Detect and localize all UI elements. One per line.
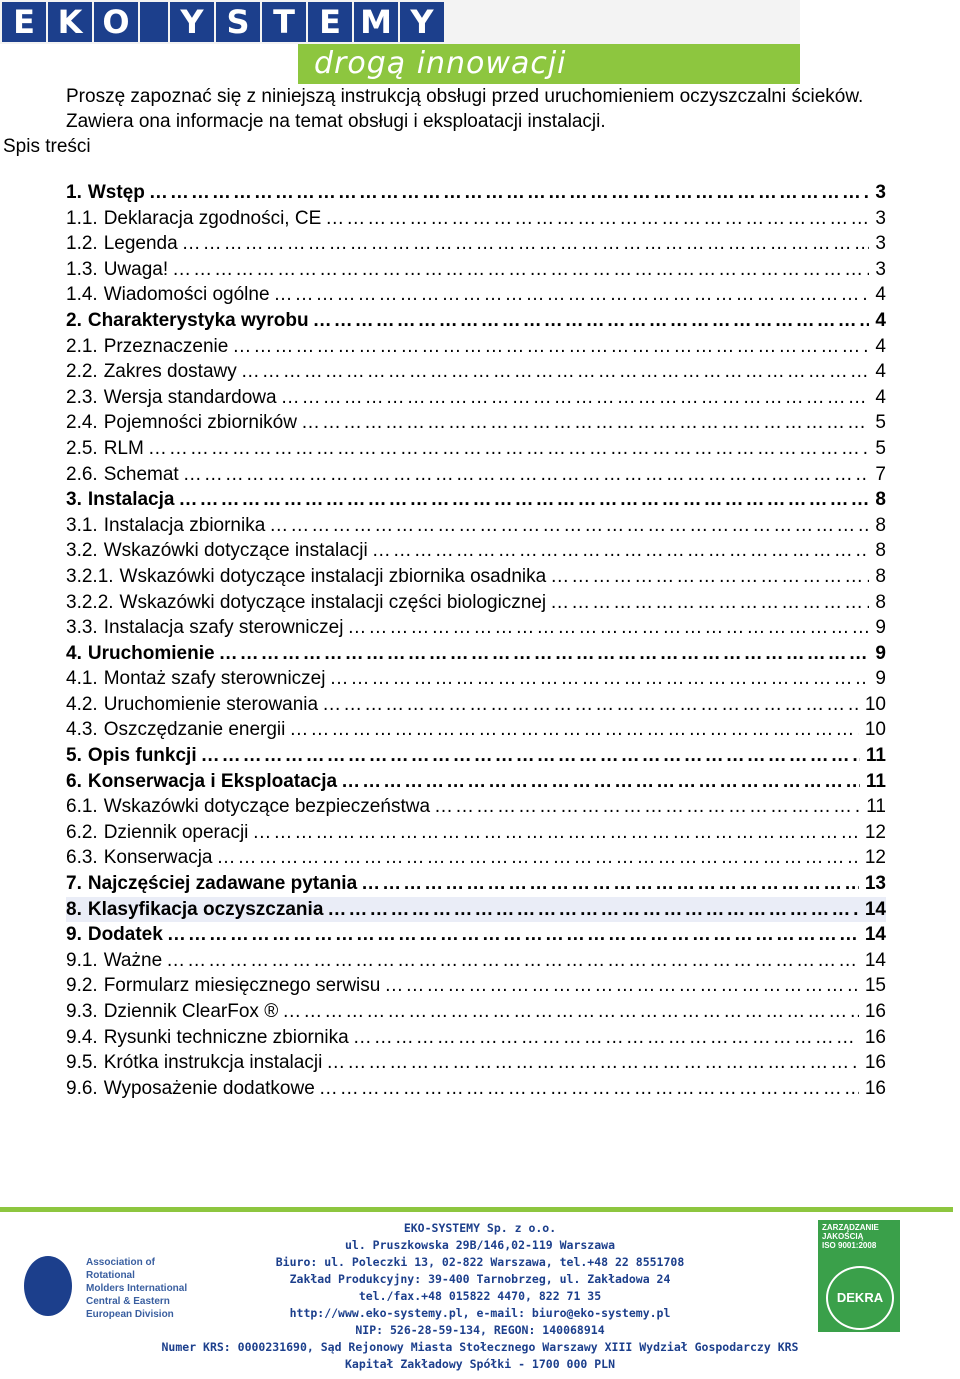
toc-number: 3.2. xyxy=(66,540,98,562)
footer-divider xyxy=(0,1207,953,1212)
cert-text-line: ZARZĄDZANIE xyxy=(822,1223,879,1232)
toc-entry[interactable] xyxy=(66,410,886,436)
toc-number: 2.1. xyxy=(66,335,98,357)
toc-title-text: Opis funkcji xyxy=(87,745,197,767)
toc-title-text: Przeznaczenie xyxy=(103,335,229,357)
toc-page-number: 11 xyxy=(866,796,886,818)
dekra-label: DEKRA xyxy=(836,1290,884,1305)
toc-entry[interactable] xyxy=(66,1076,886,1102)
toc-title-text: Uwaga! xyxy=(103,258,169,280)
toc-entry[interactable] xyxy=(66,717,886,743)
toc-page-number: 10 xyxy=(864,693,886,715)
footer-line: Zakład Produkcyjny: 39-400 Tarnobrzeg, ul. Zakładowa 24 xyxy=(289,1272,671,1286)
cert-text xyxy=(818,1220,900,1250)
toc-title-text: RLM xyxy=(103,437,144,459)
toc-leader-dots xyxy=(430,794,860,820)
toc-title-text: Konserwacja i Eksploatacja xyxy=(87,770,338,792)
toc-title-text: Wskazówki dotyczące instalacji zbiornika osadnika xyxy=(119,565,547,587)
toc-title-text: Schemat xyxy=(103,463,179,485)
toc-entry[interactable] xyxy=(66,231,886,257)
footer-line: EKO-SYSTEMY Sp. z o.o. xyxy=(403,1221,557,1235)
toc-title-text: Krótka instrukcja instalacji xyxy=(103,1052,323,1074)
toc-leader-dots xyxy=(309,308,870,334)
footer-line: http://www.eko-systemy.pl, e-mail: biuro@eko-systemy.pl xyxy=(289,1306,671,1320)
toc-page-number: 16 xyxy=(864,1077,886,1099)
toc-entry[interactable] xyxy=(66,871,886,897)
toc-title-text: Uruchomienie xyxy=(87,642,215,664)
toc-page-number: 4 xyxy=(875,386,886,408)
toc-number: 1.3. xyxy=(66,258,98,280)
footer xyxy=(0,1220,960,1373)
logo-letter: Y xyxy=(170,2,214,42)
footer-line: Biuro: ul. Poleczki 13, 02-822 Warszawa, tel.+48 22 8551708 xyxy=(275,1255,685,1269)
logo-letter: K xyxy=(48,2,92,42)
toc-entry[interactable] xyxy=(66,743,886,769)
toc-page-number: 8 xyxy=(875,514,886,536)
cert-text-line: JAKOŚCIĄ xyxy=(822,1232,864,1241)
toc-title-text: Dziennik ClearFox ® xyxy=(103,1001,279,1022)
toc-page-number: 9 xyxy=(875,642,886,664)
toc-page-number: 3 xyxy=(875,258,886,280)
toc-number: 2.3. xyxy=(66,386,98,408)
logo-letter: Y xyxy=(400,2,444,42)
toc-leader-dots xyxy=(178,231,870,257)
toc-leader-dots xyxy=(322,1050,859,1076)
toc-page-number: 4 xyxy=(875,309,886,331)
toc-number: 2.2. xyxy=(66,361,98,383)
footer-line: Kapitał Zakładowy Spółki - 1700 000 PLN xyxy=(344,1357,616,1371)
toc-number: 4.3. xyxy=(66,719,98,741)
toc-number: 9.6. xyxy=(66,1077,98,1099)
footer-line: ul. Pruszkowska 29B/146,02-119 Warszawa xyxy=(344,1238,616,1252)
toc-leader-dots xyxy=(325,666,869,692)
iso-certificate-badge xyxy=(818,1220,900,1332)
toc-leader-dots xyxy=(546,564,869,590)
toc-title-text: Najczęściej zadawane pytania xyxy=(87,873,358,895)
toc-title-text: Oszczędzanie energii xyxy=(103,719,286,741)
toc-page-number: 16 xyxy=(864,1052,886,1074)
toc-entry[interactable] xyxy=(66,334,886,360)
toc-number: 4. xyxy=(66,642,82,664)
toc-title-text: Wiadomości ogólne xyxy=(103,284,270,306)
toc-entry[interactable] xyxy=(66,257,886,283)
toc-entry[interactable] xyxy=(66,1025,886,1051)
toc-number: 3.3. xyxy=(66,617,98,639)
toc-page-number: 5 xyxy=(875,412,886,434)
toc-page-number: 14 xyxy=(864,949,886,971)
toc-page-number: 11 xyxy=(865,770,886,792)
toc-entry[interactable] xyxy=(66,487,886,513)
tagline: drogą innowacji xyxy=(298,44,800,84)
toc-page-number: 13 xyxy=(864,873,886,895)
logo-letters xyxy=(2,2,444,42)
toc-entry[interactable] xyxy=(66,897,886,923)
toc-title-text: Dodatek xyxy=(87,924,163,946)
toc-leader-dots xyxy=(315,1076,859,1102)
dekra-seal xyxy=(826,1266,894,1330)
toc-number: 1.2. xyxy=(66,233,98,255)
toc-entry[interactable] xyxy=(66,1050,886,1076)
toc-leader-dots xyxy=(197,743,860,769)
toc-entry[interactable] xyxy=(66,538,886,564)
toc-title-text: Wskazówki dotyczące instalacji xyxy=(103,540,368,562)
toc-entry[interactable] xyxy=(66,999,886,1025)
toc-number: 2.4. xyxy=(66,412,98,434)
toc-number: 3.2.2. xyxy=(66,591,114,613)
toc-leader-dots xyxy=(285,717,859,743)
toc-number: 2.6. xyxy=(66,463,98,485)
footer-line: Numer KRS: 0000231690, Sąd Rejonowy Miasta Stołecznego Warszawy XIII Wydział Gospodarczy KRS xyxy=(161,1340,799,1354)
toc-number: 1.4. xyxy=(66,284,98,306)
toc-number: 6.1. xyxy=(66,796,98,818)
toc-page-number: 16 xyxy=(864,1026,886,1048)
toc-number: 1. xyxy=(66,182,82,203)
toc-number: 3.2.1. xyxy=(66,565,114,587)
toc-leader-dots xyxy=(145,180,870,206)
intro-line-1: Proszę zapoznać się z niniejszą instrukcją obsługi przed uruchomieniem oczyszczalni ścieków. xyxy=(66,86,864,107)
toc-number: 3.1. xyxy=(66,514,98,536)
toc-entry[interactable] xyxy=(66,590,886,616)
toc-leader-dots xyxy=(228,334,869,360)
toc-leader-dots xyxy=(380,973,859,999)
toc-page-number: 8 xyxy=(875,565,886,587)
toc-leader-dots xyxy=(297,410,869,436)
arm-text-line: Central & Eastern xyxy=(86,1296,170,1307)
toc-leader-dots xyxy=(357,871,859,897)
toc-title-text: Instalacja szafy sterowniczej xyxy=(103,617,344,639)
logo-letter: T xyxy=(262,2,306,42)
toc-page-number: 9 xyxy=(875,617,886,639)
toc-leader-dots xyxy=(237,359,870,385)
toc-number: 3. xyxy=(66,489,82,511)
toc-page-number: 14 xyxy=(864,898,886,920)
toc-title-text: Konserwacja xyxy=(103,847,213,869)
toc-leader-dots xyxy=(277,385,870,411)
toc-title-text: Charakterystyka wyrobu xyxy=(87,309,309,331)
toc-entry[interactable] xyxy=(66,359,886,385)
toc-page-number: 12 xyxy=(864,821,886,843)
toc-page-number: 4 xyxy=(875,284,886,306)
toc-title-text: Pojemności zbiorników xyxy=(103,412,297,434)
toc-leader-dots xyxy=(265,513,869,539)
toc-entry[interactable] xyxy=(66,436,886,462)
logo xyxy=(0,0,800,44)
toc-leader-dots xyxy=(144,436,870,462)
table-of-contents xyxy=(66,180,886,1101)
toc-title-text: Deklaracja zgodności, CE xyxy=(103,207,322,229)
toc-title-text: Formularz miesięcznego serwisu xyxy=(103,975,381,997)
toc-entry[interactable] xyxy=(66,692,886,718)
toc-number: 4.1. xyxy=(66,668,98,690)
arm-text-line: Association of Rotational xyxy=(86,1257,155,1281)
toc-leader-dots xyxy=(248,820,858,846)
toc-number: 2. xyxy=(66,309,82,331)
toc-page-number: 3 xyxy=(875,233,886,255)
toc-leader-dots xyxy=(270,282,870,308)
toc-leader-dots xyxy=(318,692,859,718)
footer-line: NIP: 526-28-59-134, REGON: 140068914 xyxy=(355,1323,605,1337)
toc-page-number: 8 xyxy=(875,540,886,562)
toc-entry[interactable] xyxy=(66,922,886,948)
toc-title-text: Dziennik operacji xyxy=(103,821,249,843)
toc-leader-dots xyxy=(349,1025,859,1051)
arm-text-line: Molders International xyxy=(86,1283,188,1294)
toc-entry[interactable] xyxy=(66,641,886,667)
toc-leader-dots xyxy=(168,257,869,283)
toc-leader-dots xyxy=(343,615,869,641)
toc-entry[interactable] xyxy=(66,564,886,590)
toc-title-text: Legenda xyxy=(103,233,178,255)
toc-leader-dots xyxy=(162,948,859,974)
toc-number: 5. xyxy=(66,745,82,767)
toc-leader-dots xyxy=(337,769,860,795)
toc-title-text: Wskazówki dotyczące instalacji części biologicznej xyxy=(119,591,547,613)
toc-title-text: Wstęp xyxy=(87,182,145,203)
toc-number: 7. xyxy=(66,873,82,895)
footer-line: tel./fax.+48 015822 4470, 822 71 35 xyxy=(358,1289,602,1303)
toc-title-text: Zakres dostawy xyxy=(103,361,237,383)
toc-page-number: 14 xyxy=(864,924,886,946)
toc-entry[interactable] xyxy=(66,820,886,846)
toc-leader-dots xyxy=(174,487,869,513)
toc-page-number: 5 xyxy=(875,437,886,459)
arm-text-line: European Division xyxy=(86,1309,174,1320)
intro-line-2: Zawiera ona informacje na temat obsługi i eksploatacji instalacji. xyxy=(66,111,606,132)
toc-leader-dots xyxy=(278,999,859,1025)
toc-leader-dots xyxy=(546,590,869,616)
toc-page-number: 3 xyxy=(875,207,886,229)
toc-entry[interactable] xyxy=(66,666,886,692)
toc-entry[interactable] xyxy=(66,794,886,820)
toc-number: 2.5. xyxy=(66,437,98,459)
toc-title-text: Instalacja xyxy=(87,489,175,511)
toc-number: 6.3. xyxy=(66,847,98,869)
toc-leader-dots xyxy=(163,922,859,948)
toc-number: 9.2. xyxy=(66,975,98,997)
toc-number: 8. xyxy=(66,898,82,920)
toc-page-number: 4 xyxy=(875,361,886,383)
toc-leader-dots xyxy=(215,641,870,667)
toc-title-text: Montaż szafy sterowniczej xyxy=(103,668,326,690)
toc-number: 6.2. xyxy=(66,821,98,843)
toc-number: 4.2. xyxy=(66,693,98,715)
toc-entry[interactable] xyxy=(66,308,886,334)
toc-entry[interactable] xyxy=(66,948,886,974)
toc-title-text: Wyposażenie dodatkowe xyxy=(103,1077,315,1099)
toc-title: Spis treści xyxy=(3,136,91,157)
toc-entry[interactable] xyxy=(66,282,886,308)
logo-letter: M xyxy=(354,2,398,42)
toc-entry[interactable] xyxy=(66,845,886,871)
toc-page-number: 10 xyxy=(864,719,886,741)
toc-title-text: Ważne xyxy=(103,949,163,971)
intro xyxy=(66,84,863,134)
toc-title-text: Rysunki techniczne zbiornika xyxy=(103,1026,349,1048)
toc-page-number: 7 xyxy=(875,463,886,485)
logo-letter xyxy=(140,2,168,42)
toc-number: 9.3. xyxy=(66,1001,98,1022)
toc-entry[interactable] xyxy=(66,513,886,539)
toc-title-text: Wskazówki dotyczące bezpieczeństwa xyxy=(103,796,431,818)
toc-number: 9. xyxy=(66,924,82,946)
toc-page-number: 8 xyxy=(875,591,886,613)
toc-entry[interactable] xyxy=(66,385,886,411)
toc-page-number: 3 xyxy=(875,182,886,203)
toc-page-number: 12 xyxy=(864,847,886,869)
toc-leader-dots xyxy=(212,845,858,871)
toc-leader-dots xyxy=(179,462,870,488)
toc-page-number: 15 xyxy=(864,975,886,997)
toc-number: 1.1. xyxy=(66,207,98,229)
toc-page-number: 8 xyxy=(875,489,886,511)
toc-number: 9.4. xyxy=(66,1026,98,1048)
logo-letter: E xyxy=(2,2,46,42)
toc-entry[interactable] xyxy=(66,973,886,999)
logo-letter: S xyxy=(216,2,260,42)
toc-page-number: 4 xyxy=(875,335,886,357)
toc-number: 9.5. xyxy=(66,1052,98,1074)
toc-title-text: Wersja standardowa xyxy=(103,386,277,408)
toc-page-number: 9 xyxy=(875,668,886,690)
toc-page-number: 11 xyxy=(865,745,886,767)
toc-entry[interactable] xyxy=(66,769,886,795)
toc-number: 6. xyxy=(66,770,82,792)
toc-leader-dots xyxy=(323,897,858,923)
toc-entry[interactable] xyxy=(66,206,886,232)
toc-leader-dots xyxy=(368,538,870,564)
toc-title-text: Instalacja zbiornika xyxy=(103,514,266,536)
toc-entry[interactable] xyxy=(66,462,886,488)
cert-text-line: ISO 9001:2008 xyxy=(822,1241,877,1250)
logo-letter: E xyxy=(308,2,352,42)
toc-entry[interactable] xyxy=(66,180,886,206)
toc-title-text: Uruchomienie sterowania xyxy=(103,693,319,715)
toc-entry[interactable] xyxy=(66,615,886,641)
logo-letter: O xyxy=(94,2,138,42)
toc-page-number: 16 xyxy=(864,1001,886,1022)
toc-leader-dots xyxy=(321,206,869,232)
header xyxy=(0,0,800,86)
toc-title-text: Klasyfikacja oczyszczania xyxy=(87,898,324,920)
toc-number: 9.1. xyxy=(66,949,98,971)
